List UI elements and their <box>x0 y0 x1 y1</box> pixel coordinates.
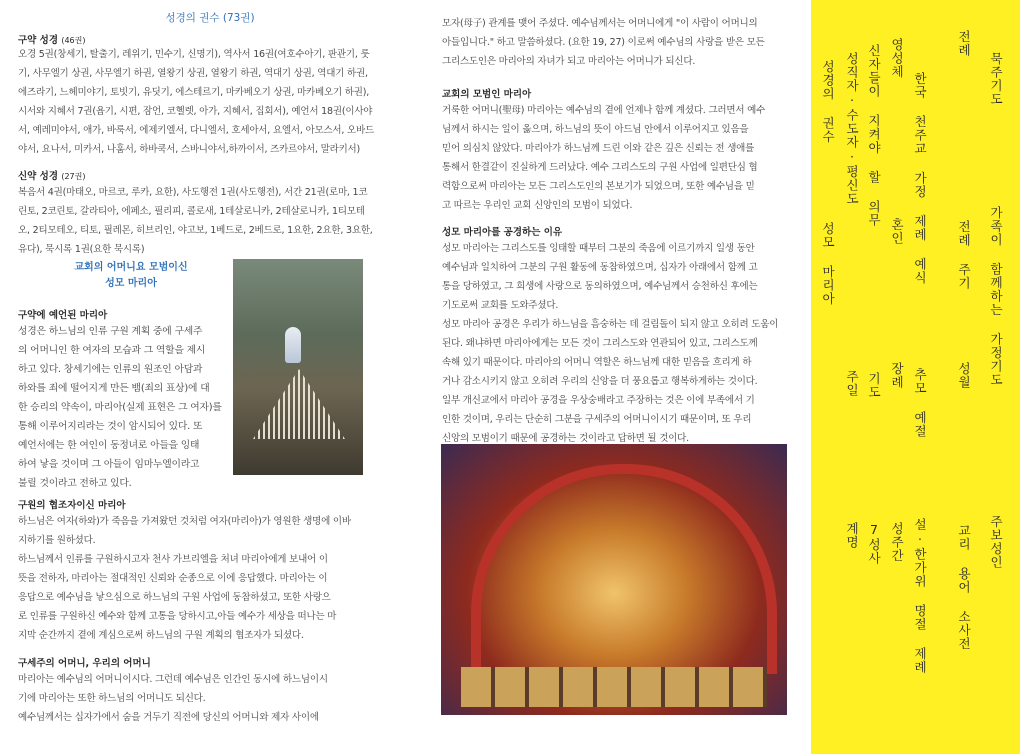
grotto-photo <box>233 259 363 475</box>
toc-funeral[interactable]: 장례 <box>889 362 905 389</box>
toc-memorial-rite[interactable]: 추모 예절 <box>912 368 928 438</box>
s3-text: 마리아는 예수님의 어머니이시다. 그런데 예수님은 인간인 동시에 하느님이시 기에 마리아는 또한 하느님의 어머니도 되신다. 예수님께서는 십자가에서 숨을 거두기 직전에 당신의 어머니와 제자 사이에 <box>18 674 328 723</box>
toc-sunday[interactable]: 주일 <box>844 370 860 397</box>
s1-text: 성경은 하느님의 인류 구원 계획 중에 구세주 의 어머니인 한 여자의 모습과 그 역할을 제시 하고 있다. 창세기에는 인류의 원조인 아담과 하와를 죄에 떨어지게 만든 뱀(죄의 표상)에 대 한 승리의 약속이, 마리아(실제 표현은 그 여자)를 통해 이루어지리라는 것이 암시되어 있다. 또 예언서에는 한 여인이 동정녀로 아들을 잉태 하여 낳을 것이며 그 아들이 임마누엘이라고 불릴 것이라고 전하고 있다. <box>18 326 222 489</box>
iconostasis <box>461 667 767 707</box>
toc-monthly-devotion[interactable]: 성월 <box>956 362 972 389</box>
nt-count: (27권) <box>61 172 86 181</box>
left-column <box>0 0 420 754</box>
mary-title-line2: 성모 마리아 <box>105 278 157 289</box>
s4-heading: 교회의 모범인 마리아 <box>442 89 532 100</box>
ot-heading <box>18 32 85 46</box>
toc-marriage[interactable]: 혼인 <box>889 218 905 245</box>
toc-duties[interactable]: 신자들이 지켜야 할 의무 <box>866 44 882 227</box>
s3-heading: 구세주의 어머니, 우리의 어머니 <box>18 658 151 669</box>
toc-patron-saints[interactable]: 주보성인 <box>988 515 1004 569</box>
nt-heading-label: 신약 성경 <box>18 171 59 182</box>
toc-glossary[interactable]: 교리 용어 소사전 <box>956 524 972 651</box>
ot-heading-label: 구약 성경 <box>18 35 59 46</box>
nt-heading <box>18 168 85 182</box>
toc-holiday-rite[interactable]: 설·한가위 명절 제례 <box>912 518 928 674</box>
s1-heading: 구약에 예언된 마리아 <box>18 310 108 321</box>
s2-text: 하느님은 여자(하와)가 죽음을 가져왔던 것처럼 여자(마리아)가 영원한 생명에 이바 지하기를 원하셨다. 하느님께서 인류를 구원하시고자 천사 가브리엘을 처녀 마리아에게 보내어 이 뜻을 전하자, 마리아는 절대적인 신뢰와 순종으로 이에 응답했다. 마리아는 이 응답으로 예수님을 낳으심으로 하느님의 구원 사업에 동참하셨고, 또한 사랑으 로 인류를 구원하신 예수와 함께 고통을 당하시고,아들 예수가 세상을 떠나는 마 지막 순간까지 곁에 계심으로써 하느님의 구원 계획의 협조자가 되셨다. <box>18 516 351 641</box>
toc-family-prayer[interactable]: 가족이 함께하는 가정기도 <box>988 206 1004 387</box>
statue-figure <box>285 327 301 363</box>
nt-text: 복음서 4권(마태오, 마르코, 루카, 요한), 사도행전 1권(사도행전), 서간 21권(로마, 1코린토, 2코린토, 갈라티아, 에페소, 필리피, 콜로새, 1테살로니카, 2테살로니카, 1티모테오, 2티모테오, 티토, 필레몬, 히브리인, 야고보, 1베드로, 2베드로, 1요한, 2요한, 3요한, 유다), 묵시록 1권(요한 묵시록) <box>18 187 373 255</box>
toc-liturgical-cycle[interactable]: 전례 주기 <box>956 220 972 290</box>
church-interior-photo <box>441 444 787 715</box>
canon-title: 성경의 권수 (73권) <box>165 12 255 24</box>
candle-stand <box>253 369 345 439</box>
toc-seven-sacraments[interactable]: 7성사 <box>866 522 882 565</box>
toc-sidebar <box>811 0 1020 754</box>
toc-commandments[interactable]: 계명 <box>844 522 860 549</box>
toc-rosary[interactable]: 묵주기도 <box>988 52 1004 106</box>
toc-prayer[interactable]: 기도 <box>866 372 882 399</box>
toc-clergy-laity[interactable]: 성직자·수도자·평신도 <box>844 52 860 206</box>
ot-text: 오경 5권(창세기, 탈출기, 레위기, 민수기, 신명기), 역사서 16권(여호수아기, 판관기, 룻기, 사무엘기 상권, 사무엘기 하권, 열왕기 상권, 열왕기 하권, 역대기 상권, 역대기 하권, 에즈라기, 느헤미야기, 토빗기, 유딧기, 에스테르기, 마카베오기 상권, 마카베오기 하권), 시서와 지혜서 7권(욥기, 시편, 잠언, 코헬렛, 아가, 지혜서, 집회서), 예언서 18권(이사야서, 예레미야서, 애가, 바룩서, 에제키엘서, 다니엘서, 호세아서, 요엘서, 아모스서, 오바드야서, 요나서, 미카서, 나훔서, 하바쿡서, 스바니야서,하까이서, 즈카르야서, 말라키서) <box>18 49 374 155</box>
toc-virgin-mary[interactable]: 성모 마리아 <box>820 222 836 306</box>
s5-text: 성모 마리아는 그리스도를 잉태할 때부터 그분의 죽음에 이르기까지 일생 동안 예수님과 일치하여 그분의 구원 활동에 동참하였으며, 십자가 아래에서 함께 고 통을 당하였고, 그 희생에 사랑으로 동의하였으며, 예수님께서 승천하신 후에는 기도로써 교회를 도와주셨다. 성모 마리아 공경은 우리가 하느님을 흠숭하는 데 걸림돌이 되지 않고 오히려 도움이 된다. 왜냐하면 마리아에게는 모든 것이 그리스도와 연관되어 있고, 그리스도께 속해 있기 때문이다. 마리아의 어머니 역할은 하느님께 대한 믿음을 흐리게 하 거나 감소시키지 않고 오히려 우리의 신앙을 더 풍요롭고 행복하게하는 것이다. 일부 개신교에서 마리아 공경을 우상숭배라고 주장하는 것은 이에 부족에서 기 인한 것이며, 우리는 단순히 그분을 구세주의 어머니이시기 때문이며, 또 우리 신앙의 모범이기 때문에 공경하는 것이라고 답하면 될 것이다. <box>442 243 779 444</box>
toc-holy-week[interactable]: 성주간 <box>889 522 905 563</box>
mary-title-line1: 교회의 어머니요 모범이신 <box>74 262 188 273</box>
toc-canon[interactable]: 성경의 권수 <box>820 60 836 144</box>
toc-communion[interactable]: 영성체 <box>889 38 905 79</box>
s4-text: 거룩한 어머니(聖母) 마리아는 예수님의 곁에 언제나 함께 계셨다. 그러면서 예수 님께서 하시는 일이 옳으며, 하느님의 뜻이 아드님 안에서 이루어지고 있음을 믿어 의심치 않았다. 마리아가 하느님께 드린 이와 같은 깊은 신뢰는 전 생애를 통해서 한결같이 진실하게 드러났다. 예수 그리스도의 구원 사업에 일편단심 협 력함으로써 마리아는 모든 그리스도인의 본보기가 되었으며, 또한 예수님을 믿 고 따르는 우리인 교회 신앙인의 모범이 되었다. <box>442 105 766 211</box>
s5-heading: 성모 마리아를 공경하는 이유 <box>442 227 563 238</box>
s2-heading: 구원의 협조자이신 마리아 <box>18 500 126 511</box>
toc-family-rite[interactable]: 한국 천주교 가정 제례 예식 <box>912 72 928 285</box>
intro-text: 모자(母子) 관계를 맺어 주셨다. 예수님께서는 어머니에게 "이 사람이 어머니의 아들입니다." 하고 말씀하셨다. (요한 19, 27) 이로써 예수님의 사랑을 받은 모든 그리스도인은 마리아의 자녀가 되고 마리아는 어머니가 되신다. <box>442 18 765 67</box>
ot-count: (46권) <box>61 36 86 45</box>
toc-liturgy[interactable]: 전례 <box>956 30 972 57</box>
apse-arch <box>471 464 777 674</box>
